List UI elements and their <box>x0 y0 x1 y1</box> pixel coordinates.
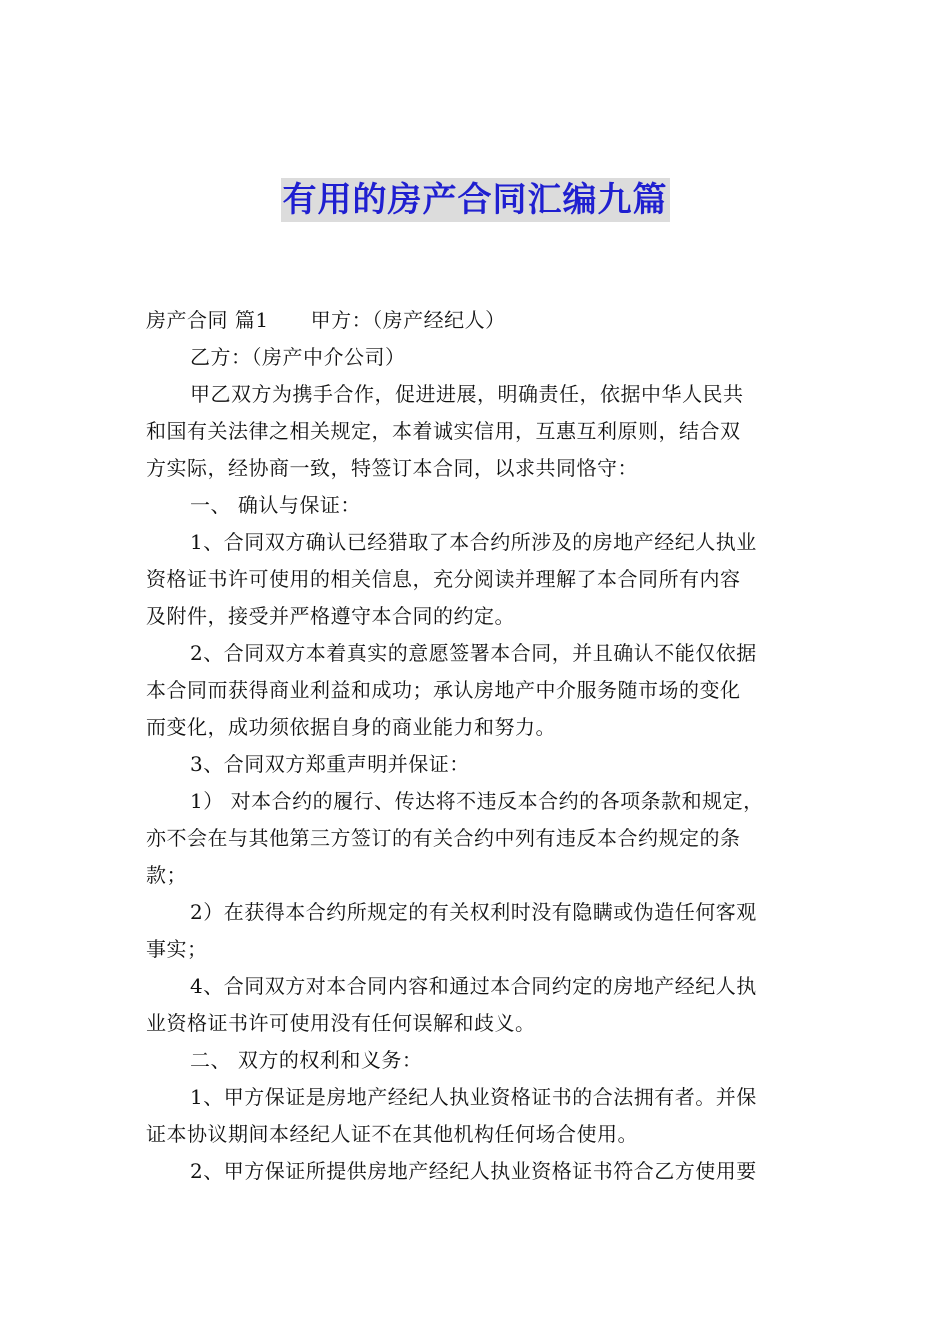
document-title: 有用的房产合同汇编九篇 <box>282 180 668 220</box>
paragraph-line: 2）在获得本合约所规定的有关权利时没有隐瞒或伪造任何客观 <box>190 900 757 924</box>
paragraph-line: 2、合同双方本着真实的意愿签署本合同，并且确认不能仅依据 <box>190 641 757 665</box>
title-container <box>0 178 950 222</box>
paragraph-line: 乙方：（房产中介公司） <box>190 345 406 369</box>
document-body <box>146 302 810 1190</box>
paragraph-line: 本合同而获得商业利益和成功；承认房地产中介服务随市场的变化 <box>146 678 741 702</box>
paragraph-line: 方实际，经协商一致，特签订本合同，以求共同恪守： <box>146 456 638 480</box>
paragraph-line: 1、甲方保证是房地产经纪人执业资格证书的合法拥有者。并保 <box>190 1085 757 1109</box>
paragraph-line: 4、合同双方对本合同内容和通过本合同约定的房地产经纪人执 <box>190 974 757 998</box>
paragraph-line: 亦不会在与其他第三方签订的有关合约中列有违反本合约规定的条 <box>146 826 741 850</box>
paragraph-line: 甲乙双方为携手合作，促进进展，明确责任，依据中华人民共 <box>190 382 744 406</box>
paragraph-line: 资格证书许可使用的相关信息，充分阅读并理解了本合同所有内容 <box>146 567 741 591</box>
section-heading: 房产合同 篇1 <box>146 308 269 332</box>
paragraph-line: 和国有关法律之相关规定，本着诚实信用，互惠互利原则，结合双 <box>146 419 741 443</box>
paragraph-line <box>146 302 810 339</box>
paragraph-line: 1） 对本合约的履行、传达将不违反本合约的各项条款和规定， <box>190 789 764 813</box>
paragraph-line: 事实； <box>146 937 208 961</box>
paragraph-line: 而变化，成功须依据自身的商业能力和努力。 <box>146 715 556 739</box>
paragraph-line: 2、甲方保证所提供房地产经纪人执业资格证书符合乙方使用要 <box>190 1159 757 1183</box>
paragraph-line: 款； <box>146 863 187 887</box>
paragraph-line: 证本协议期间本经纪人证不在其他机构任何场合使用。 <box>146 1122 638 1146</box>
paragraph-line: 3、合同双方郑重声明并保证： <box>190 752 470 776</box>
paragraph-line: 业资格证书许可使用没有任何误解和歧义。 <box>146 1011 536 1035</box>
paragraph-line: 及附件，接受并严格遵守本合同的约定。 <box>146 604 515 628</box>
paragraph-line: 一、 确认与保证： <box>190 493 361 517</box>
paragraph-line: 1、合同双方确认已经猎取了本合约所涉及的房地产经纪人执业 <box>190 530 757 554</box>
paragraph-line: 二、 双方的权利和义务： <box>190 1048 423 1072</box>
party-a-label: 甲方：（房产经纪人） <box>310 308 506 332</box>
